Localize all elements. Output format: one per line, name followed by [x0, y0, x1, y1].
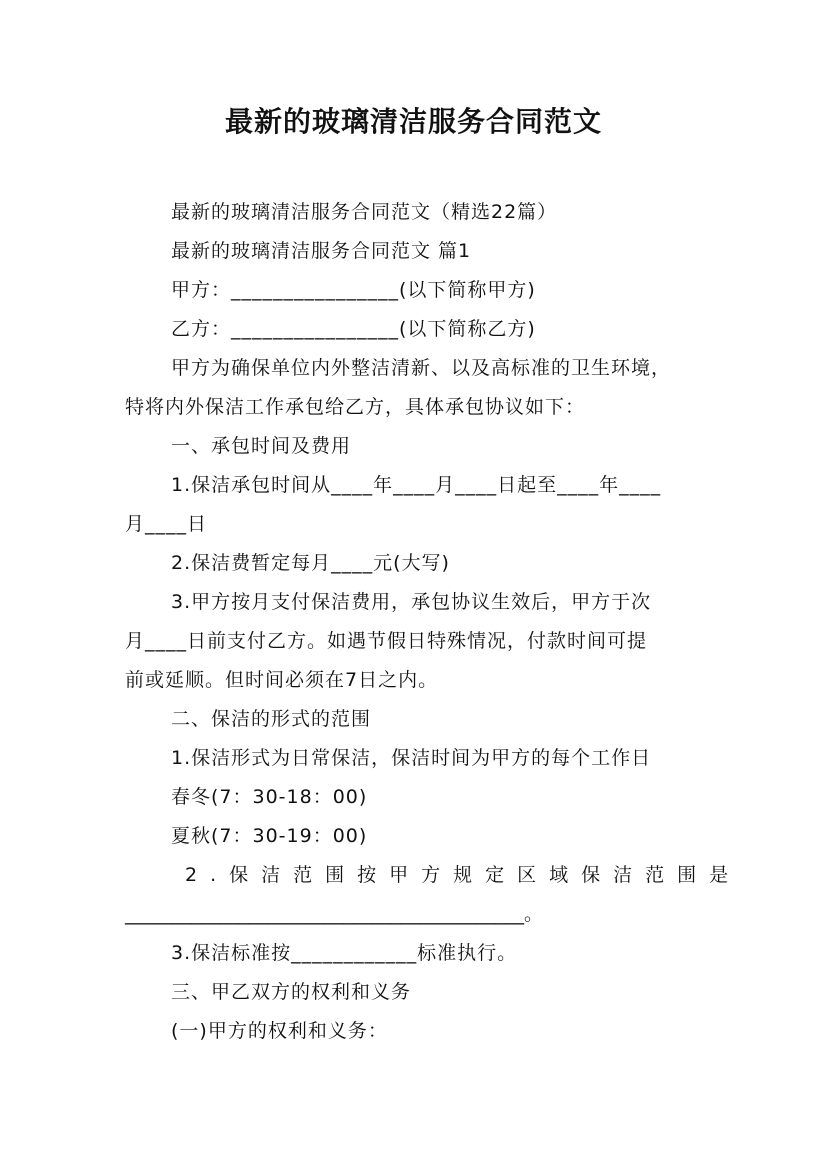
- paragraph-line: __________________________________________。: [125, 903, 544, 925]
- subtitle-line: 最新的玻璃清洁服务合同范文（精选22篇）: [171, 201, 558, 223]
- section-heading-line: 最新的玻璃清洁服务合同范文 篇1: [171, 240, 472, 262]
- document-title: 最新的玻璃清洁服务合同范文: [224, 105, 602, 138]
- clause-heading-line: 二、保洁的形式的范围: [171, 708, 372, 730]
- paragraph-line: 2.保洁费暂定每月____元(大写): [171, 552, 450, 574]
- paragraph-line: 1.保洁形式为日常保洁，保洁时间为甲方的每个工作日: [171, 747, 652, 769]
- paragraph-line: 甲方为确保单位内外整洁清新、以及高标准的卫生环境，: [171, 357, 672, 379]
- paragraph-line: 月____日: [125, 513, 208, 535]
- paragraph-line: 3.保洁标准按____________标准执行。: [171, 942, 518, 964]
- paragraph-line: 2.保洁范围按甲方规定区域保洁范围是: [185, 864, 742, 886]
- paragraph-line: 特将内外保洁工作承包给乙方，具体承包协议如下：: [125, 396, 586, 418]
- paragraph-line: 春冬(7：30-18：00): [171, 786, 368, 808]
- paragraph-line: 3.甲方按月支付保洁费用，承包协议生效后，甲方于次: [171, 591, 652, 613]
- party-a-line: 甲方：________________(以下简称甲方): [171, 279, 536, 301]
- clause-subheading-line: (一)甲方的权利和义务：: [171, 1020, 388, 1042]
- clause-heading-line: 一、承包时间及费用: [171, 435, 352, 457]
- paragraph-line: 月____日前支付乙方。如遇节假日特殊情况，付款时间可提: [125, 630, 648, 652]
- clause-heading-line: 三、甲乙双方的权利和义务: [171, 981, 412, 1003]
- paragraph-line: 1.保洁承包时间从____年____月____日起至____年____: [171, 474, 662, 496]
- paragraph-line: 夏秋(7：30-19：00): [171, 825, 368, 847]
- party-b-line: 乙方：________________(以下简称乙方): [171, 318, 536, 340]
- paragraph-line: 前或延顺。但时间必须在7日之内。: [125, 669, 439, 691]
